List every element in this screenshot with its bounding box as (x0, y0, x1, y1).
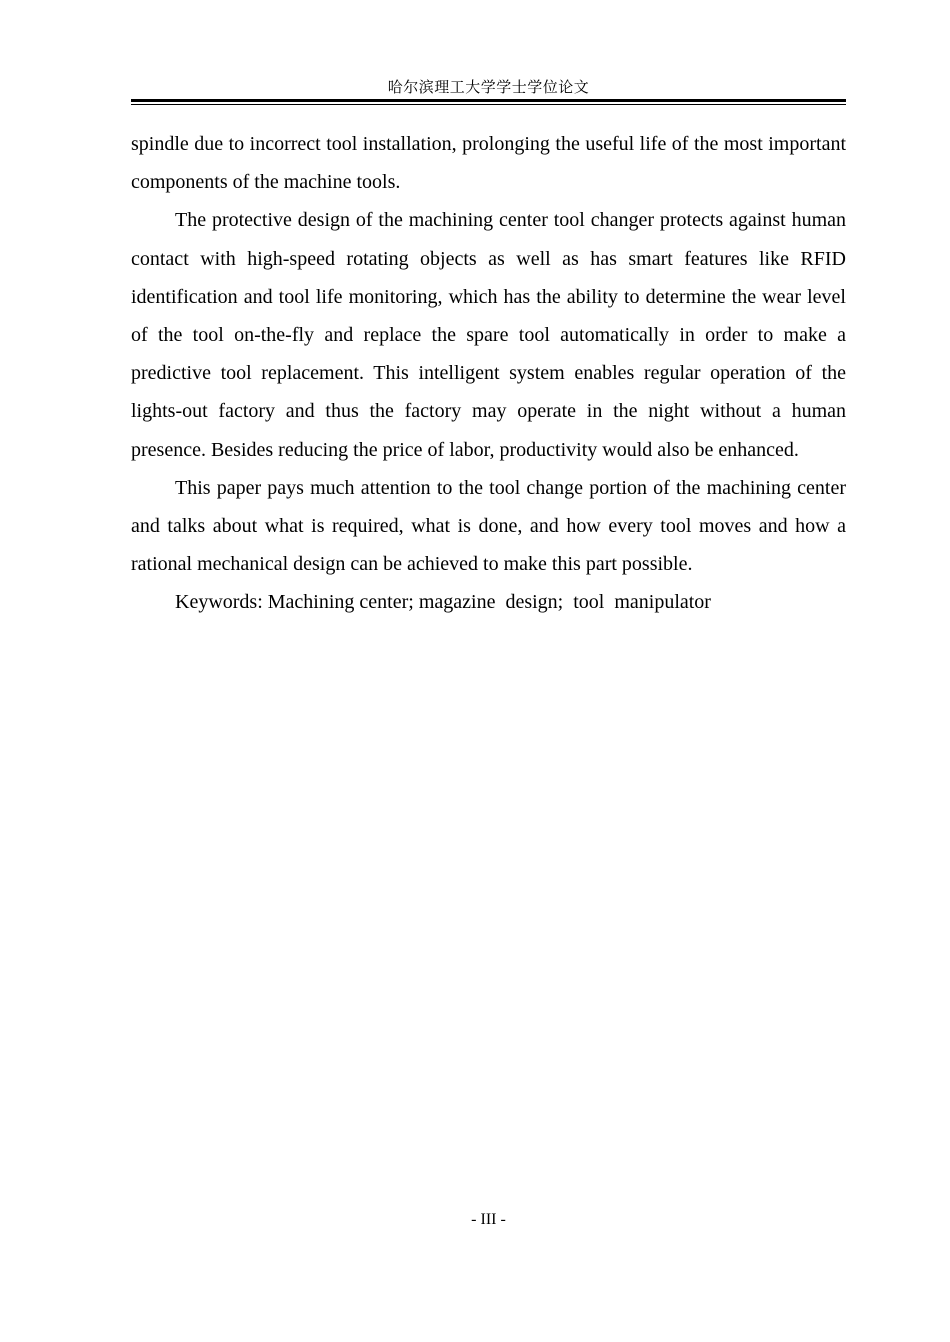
header-rule-thick (131, 99, 846, 102)
paragraph-continuation: spindle due to incorrect tool installation, prolonging the useful life of the most important components of the machine tools. (131, 133, 846, 194)
paragraph-paper-focus: This paper pays much attention to the tool change portion of the machining center and talks about what is required, what is done, and how every tool moves and how a rational mechanical design can be achieved to make this part possible. (131, 476, 846, 576)
keywords-line: Keywords: Machining center; magazine design; tool manipulator (175, 591, 711, 614)
header-rule-thin (131, 104, 846, 105)
paragraph-protective-design: The protective design of the machining center tool changer protects against human contact with high-speed rotating objects as well as has smart features like RFID identification and tool life monitoring, which has the ability to determine the wear level of the tool on-the-fly and replace the spare tool automatically in order to make a predictive tool replacement. This intelligent system enables regular operation of the lights-out factory and thus the factory may operate in the night without a human presence. Besides reducing the price of labor, productivity would also be enhanced. (131, 209, 846, 461)
page-number: - III - (471, 1211, 506, 1228)
page-header: 哈尔滨理工大学学士学位论文 (387, 80, 590, 96)
body-text (131, 125, 846, 622)
header-rule (131, 99, 846, 106)
